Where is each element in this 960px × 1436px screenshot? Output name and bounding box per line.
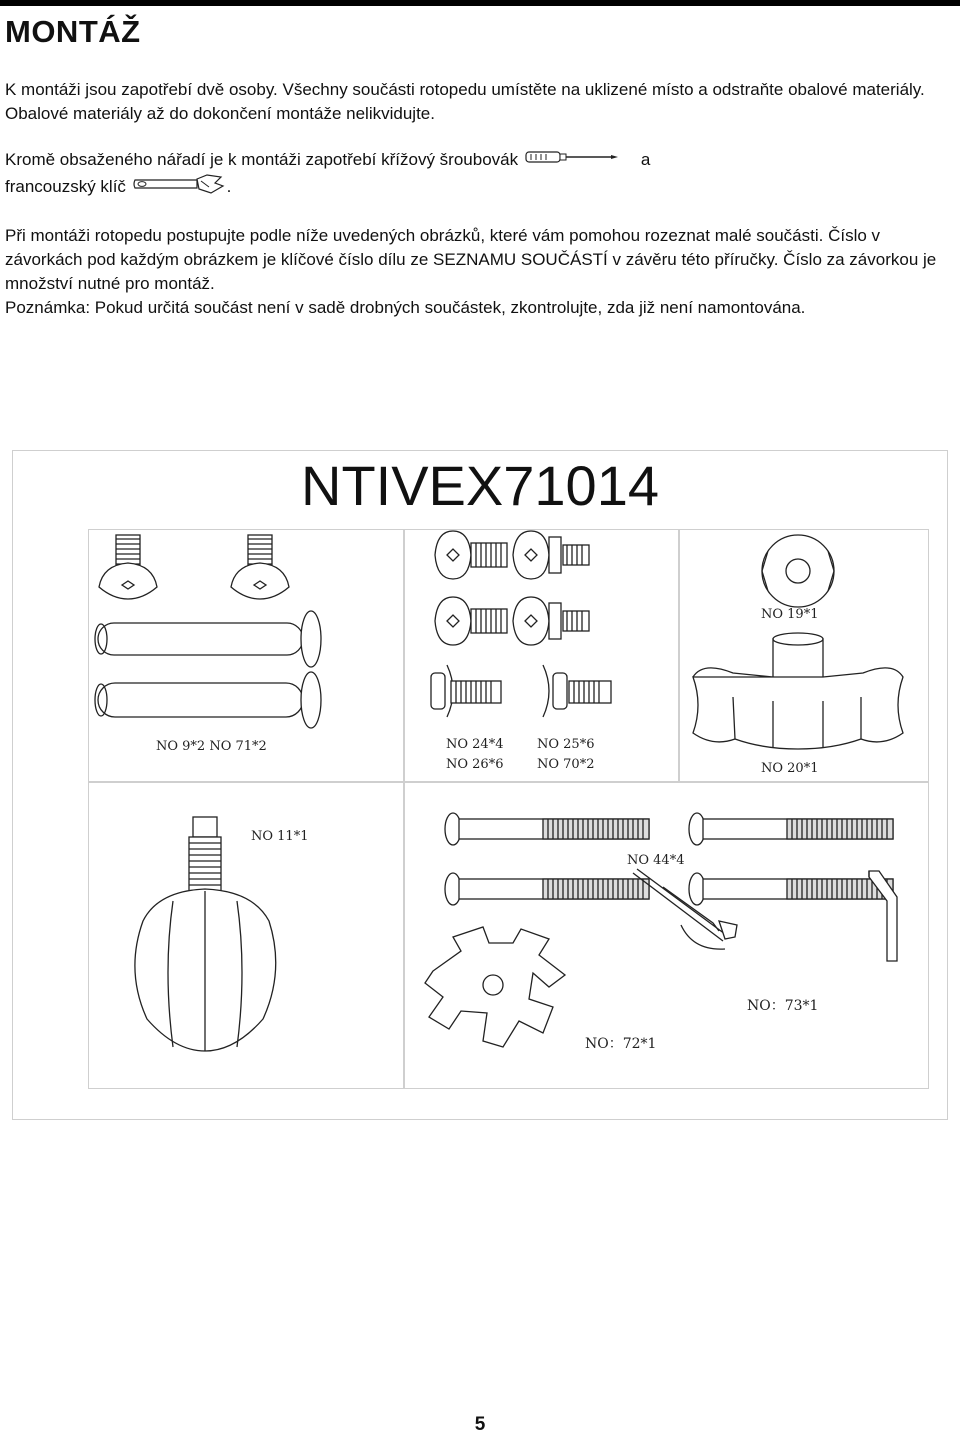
label-no26: NO 26*6 <box>446 757 504 772</box>
washer <box>762 535 834 607</box>
label-bolts-9-71: NO 9*2 NO 71*2 <box>156 739 267 754</box>
screw-set-row2 <box>435 597 589 645</box>
note-text: Poznámka: Pokud určitá součást není v sadě drobných součástek, zkontrolujte, zda již není namontována. <box>5 298 806 317</box>
multi-tool-wrench <box>425 927 565 1047</box>
page-number: 5 <box>474 1414 486 1435</box>
wrench-icon <box>131 173 227 202</box>
axle-bolt-upper <box>95 611 321 667</box>
tools-text-start: Kromě obsaženého nářadí je k montáži zapotřebí křížový šroubovák <box>5 150 519 169</box>
intro-paragraph-1: K montáži jsou zapotřebí dvě osoby. Všechny součásti rotopedu umístěte na uklizené místo a odstraňte obalové materiály. Obalové materiály až do dokončení montáže nelikvidujte. <box>5 80 925 123</box>
model-number: NTIVEX71014 <box>301 454 659 517</box>
axle-bolt-lower <box>95 672 321 728</box>
tension-knob <box>693 633 903 749</box>
long-bolt-upper <box>445 813 893 845</box>
button-head-bolt-left <box>99 535 157 599</box>
screw-set-row3 <box>431 665 611 717</box>
adjustment-knob <box>135 817 276 1051</box>
hardware-illustrations <box>13 451 947 1119</box>
tools-text-and: a <box>640 150 651 169</box>
screwdriver-icon <box>523 148 623 173</box>
label-no44: NO 44*4 <box>627 853 685 868</box>
intro-paragraph-2 <box>5 148 950 202</box>
label-no70: NO 70*2 <box>537 757 595 772</box>
page-title: MONTÁŽ <box>5 14 141 49</box>
label-no11: NO 11*1 <box>251 829 309 844</box>
label-no25: NO 25*6 <box>537 737 595 752</box>
label-no20: NO 20*1 <box>761 761 819 776</box>
hardware-panel <box>12 450 948 1120</box>
instructions-text: Při montáži rotopedu postupujte podle níže uvedených obrázků, které vám pomohou rozeznat malé součásti. Číslo v závorkách pod každým obrázkem je klíčové číslo dílu ze SEZNAMU SOUČÁSTÍ v závěru této příručky. Číslo za závorkou je množství nutné pro montáž. <box>5 226 937 293</box>
top-rule <box>0 0 960 6</box>
tools-text-end: . <box>226 177 232 196</box>
intro-paragraph-3 <box>5 224 955 320</box>
button-head-bolt-right <box>231 535 289 599</box>
screw-set-row1 <box>435 531 589 579</box>
tools-text-wrench: francouzský klíč <box>5 177 126 196</box>
label-no19: NO 19*1 <box>761 607 819 622</box>
label-no24: NO 24*4 <box>446 737 504 752</box>
label-no72: NO：72*1 <box>585 1036 657 1052</box>
label-no73: NO：73*1 <box>747 998 819 1014</box>
